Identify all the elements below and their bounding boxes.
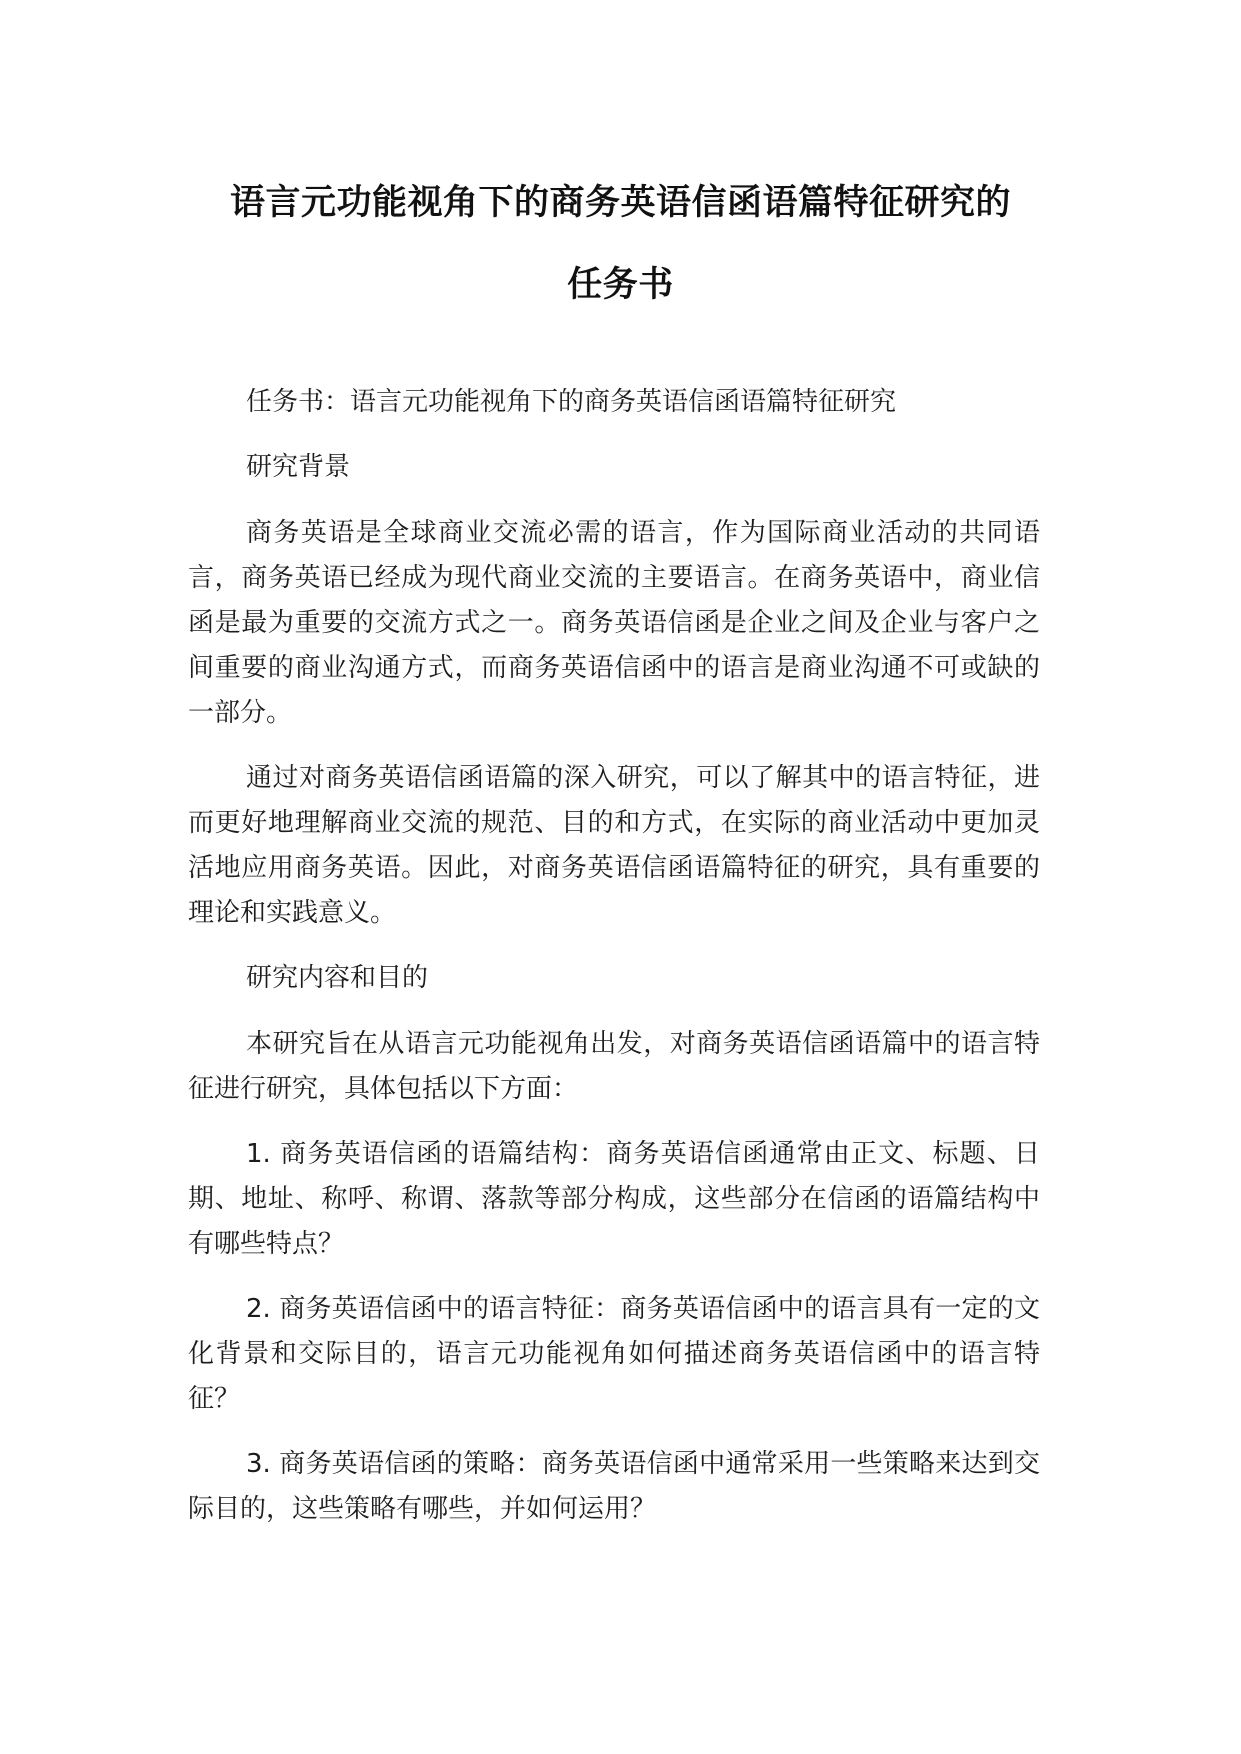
list-item-1: 1. 商务英语信函的语篇结构：商务英语信函通常由正文、标题、日期、地址、称呼、称谓、落款等部分构成，这些部分在信函的语篇结构中有哪些特点？ xyxy=(188,1139,1040,1259)
paragraph-background-1: 商务英语是全球商业交流必需的语言，作为国际商业活动的共同语言，商务英语已经成为现代商业交流的主要语言。在商务英语中，商业信函是最为重要的交流方式之一。商务英语信函是企业之间及企业与客户之间重要的商业沟通方式，而商务英语信函中的语言是商业沟通不可或缺的一部分。 xyxy=(188,518,1040,728)
paragraph-content-intro: 本研究旨在从语言元功能视角出发，对商务英语信函语篇中的语言特征进行研究，具体包括以下方面： xyxy=(188,1029,1040,1104)
list-item-3: 3. 商务英语信函的策略：商务英语信函中通常采用一些策略来达到交际目的，这些策略有哪些，并如何运用？ xyxy=(188,1449,1040,1524)
list-item-2: 2. 商务英语信函中的语言特征：商务英语信函中的语言具有一定的文化背景和交际目的，语言元功能视角如何描述商务英语信函中的语言特征？ xyxy=(188,1294,1040,1414)
document-body xyxy=(188,380,1040,1552)
section-heading-background: 研究背景 xyxy=(246,452,351,482)
section-heading-content-purpose: 研究内容和目的 xyxy=(246,963,429,993)
paragraph-background-2: 通过对商务英语信函语篇的深入研究，可以了解其中的语言特征，进而更好地理解商业交流的规范、目的和方式，在实际的商业活动中更加灵活地应用商务英语。因此，对商务英语信函语篇特征的研究，具有重要的理论和实践意义。 xyxy=(188,763,1040,928)
document-title-line-2: 任务书 xyxy=(567,265,674,305)
document-title-line-1: 语言元功能视角下的商务英语信函语篇特征研究的 xyxy=(229,183,1011,223)
task-subtitle: 任务书：语言元功能视角下的商务英语信函语篇特征研究 xyxy=(246,387,897,417)
